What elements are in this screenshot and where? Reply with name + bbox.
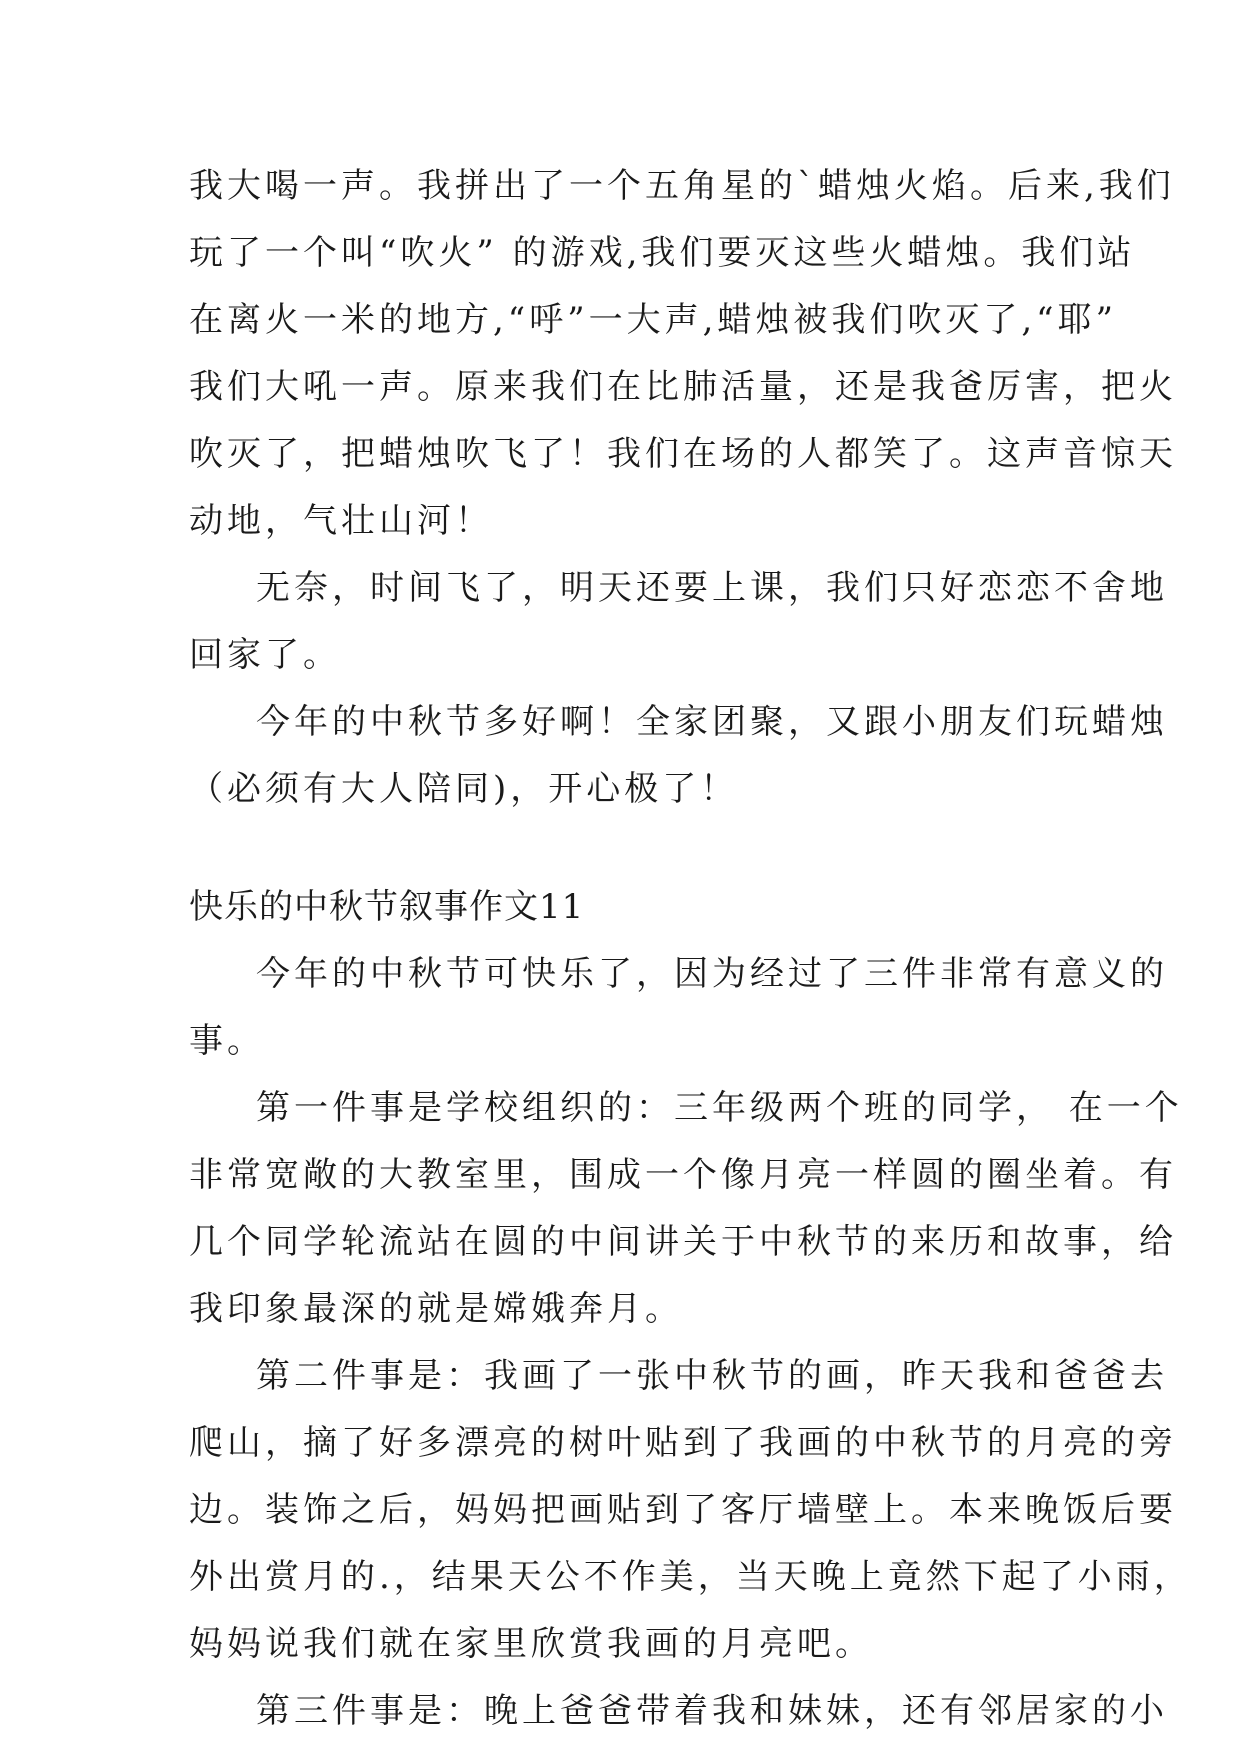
text-line: 在离火一米的地方,“呼”一大声,蜡烛被我们吹灭了,“耶”	[189, 300, 1117, 340]
text-line: 我们大吼一声。原来我们在比肺活量，还是我爸厉害，把火	[189, 367, 1177, 407]
text-line: 爬山，摘了好多漂亮的树叶贴到了我画的中秋节的月亮的旁	[189, 1423, 1177, 1463]
paragraph-first-line: 第三件事是：晚上爸爸带着我和妹妹，还有邻居家的小	[256, 1691, 1168, 1731]
text-line: 我印象最深的就是嫦娥奔月。	[189, 1289, 683, 1329]
section-title: 快乐的中秋节叙事作文11	[189, 887, 585, 927]
paragraph-first-line: 第一件事是学校组织的：三年级两个班的同学， 在一个	[256, 1088, 1183, 1128]
text-line: 外出赏月的.，结果天公不作美，当天晚上竟然下起了小雨，	[189, 1557, 1192, 1597]
text-line: 回家了。	[189, 635, 341, 675]
paragraph-first-line: 第二件事是：我画了一张中秋节的画，昨天我和爸爸去	[256, 1356, 1168, 1396]
paragraph-first-line: 无奈，时间飞了，明天还要上课，我们只好恋恋不舍地	[256, 568, 1168, 608]
text-line: 妈妈说我们就在家里欣赏我画的月亮吧。	[189, 1624, 873, 1664]
text-line: 我大喝一声。我拼出了一个五角星的`蜡烛火焰。后来,我们	[189, 166, 1175, 206]
text-line: 事。	[189, 1021, 265, 1061]
text-line: 动地，气壮山河！	[189, 501, 493, 541]
text-line: 几个同学轮流站在圆的中间讲关于中秋节的来历和故事，给	[189, 1222, 1177, 1262]
text-line: 边。装饰之后，妈妈把画贴到了客厅墙壁上。本来晚饭后要	[189, 1490, 1177, 1530]
paragraph-first-line: 今年的中秋节可快乐了，因为经过了三件非常有意义的	[256, 954, 1168, 994]
text-line: （必须有大人陪同)，开心极了！	[189, 769, 739, 809]
paragraph-first-line: 今年的中秋节多好啊！全家团聚，又跟小朋友们玩蜡烛	[256, 702, 1168, 742]
text-line: 非常宽敞的大教室里，围成一个像月亮一样圆的圈坐着。有	[189, 1155, 1177, 1195]
text-line: 吹灭了，把蜡烛吹飞了！我们在场的人都笑了。这声音惊天	[189, 434, 1177, 474]
text-line: 玩了一个叫“吹火” 的游戏,我们要灭这些火蜡烛。我们站	[189, 233, 1136, 273]
